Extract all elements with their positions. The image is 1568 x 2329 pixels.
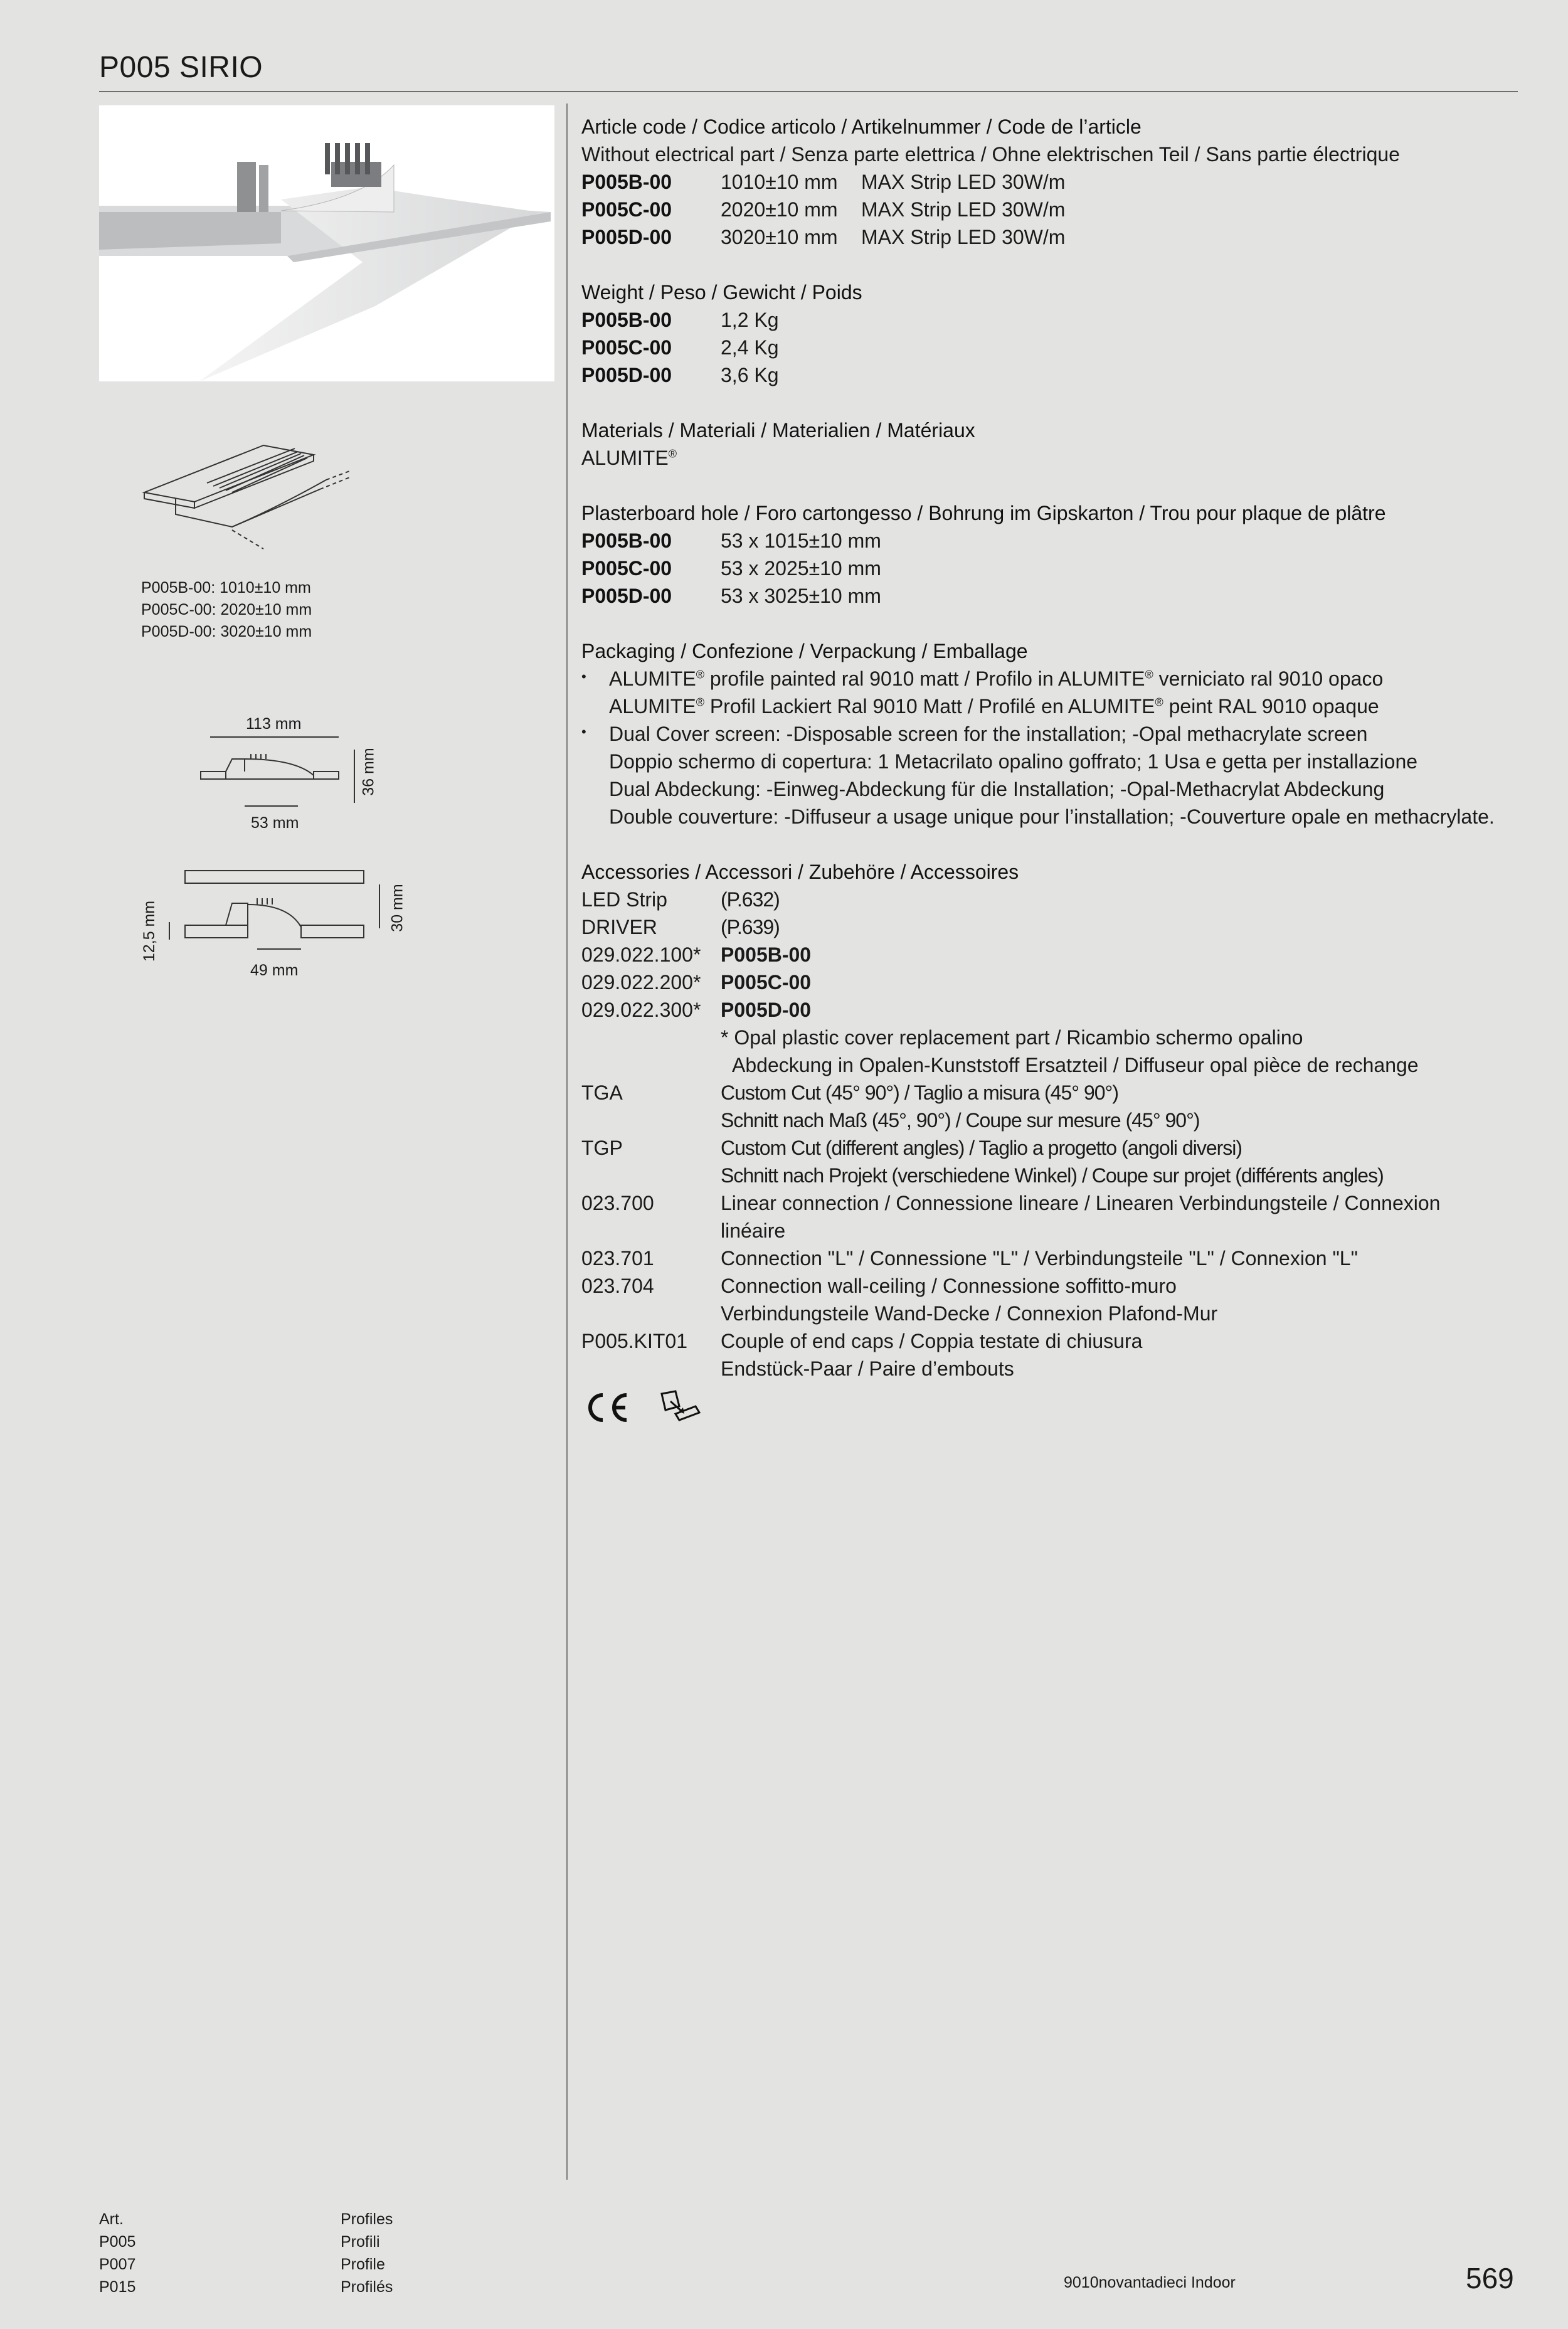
text-run: ALUMITE bbox=[609, 667, 696, 690]
material-name: ALUMITE bbox=[581, 447, 669, 469]
dim-height-right: 30 mm bbox=[388, 884, 406, 932]
bullet-icon: • bbox=[581, 724, 586, 740]
weight-row bbox=[581, 334, 1510, 361]
article-note: MAX Strip LED 30W/m bbox=[861, 198, 1066, 221]
footer-articles bbox=[99, 2208, 135, 2298]
ce-mark-icon bbox=[581, 1389, 632, 1426]
page-number: 569 bbox=[1466, 2262, 1514, 2295]
accessory-row bbox=[581, 1327, 1510, 1355]
article-length: 1010±10 mm bbox=[721, 171, 838, 193]
article-code: P005B-00 bbox=[581, 171, 672, 193]
article-length: 2020±10 mm bbox=[721, 198, 838, 221]
plasterboard-value: 53 x 1015±10 mm bbox=[721, 529, 881, 552]
packaging-line bbox=[609, 692, 1383, 720]
accessory-value: (P.632) bbox=[721, 888, 780, 911]
accessory-row bbox=[581, 968, 1510, 996]
accessory-code: 023.704 bbox=[581, 1275, 654, 1297]
article-section bbox=[581, 113, 1510, 251]
accessory-value: (P.639) bbox=[721, 916, 780, 938]
footer-line: P015 bbox=[99, 2278, 136, 2296]
accessory-value: P005D-00 bbox=[721, 999, 812, 1021]
text-run: verniciato ral 9010 opaco bbox=[1153, 667, 1384, 690]
accessory-code: TGP bbox=[581, 1137, 623, 1159]
accessory-value: Connection "L" / Connessione "L" / Verbindungsteile "L" / Connexion "L" bbox=[721, 1247, 1358, 1270]
accessory-value: Schnitt nach Maß (45°, 90°) / Coupe sur mesure (45° 90°) bbox=[721, 1109, 1200, 1132]
spec-column bbox=[581, 113, 1510, 1454]
article-code: P005D-00 bbox=[581, 226, 672, 248]
footer-category bbox=[341, 2208, 393, 2298]
plasterboard-heading: Plasterboard hole / Foro cartongesso / Bohrung im Gipskarton / Trou pour plaque de plâtre bbox=[581, 502, 1386, 524]
footer-line: P005 bbox=[99, 2233, 136, 2251]
length-caption bbox=[141, 577, 312, 643]
materials-value bbox=[581, 444, 1510, 472]
accessory-code: DRIVER bbox=[581, 916, 657, 938]
weight-value: 3,6 Kg bbox=[721, 364, 779, 386]
accessory-row bbox=[581, 941, 1510, 968]
cross-section-drawing bbox=[188, 734, 364, 815]
accessory-code: LED Strip bbox=[581, 888, 667, 911]
dim-height: 36 mm bbox=[359, 748, 378, 796]
footer-brand: 9010novantadieci Indoor bbox=[1064, 2274, 1236, 2291]
title-divider bbox=[99, 91, 1518, 92]
weight-row bbox=[581, 306, 1510, 334]
registered-mark: ® bbox=[696, 696, 704, 709]
article-row bbox=[581, 168, 1510, 196]
accessory-value: Endstück-Paar / Paire d’embouts bbox=[721, 1357, 1014, 1380]
accessory-value: Linear connection / Connessione lineare / Linearen Verbindungsteile / Connexion linéaire bbox=[721, 1192, 1441, 1242]
packaging-heading: Packaging / Confezione / Verpackung / Emballage bbox=[581, 640, 1028, 662]
product-photo bbox=[99, 105, 554, 381]
accessory-code: 023.701 bbox=[581, 1247, 654, 1270]
dim-height-left: 12,5 mm bbox=[140, 900, 159, 962]
accessory-value: P005C-00 bbox=[721, 971, 812, 994]
weight-section bbox=[581, 279, 1510, 389]
accessory-value: Connection wall-ceiling / Connessione soffitto-muro bbox=[721, 1275, 1177, 1297]
plasterboard-row bbox=[581, 527, 1510, 554]
accessory-row bbox=[581, 886, 1510, 913]
caption-line: P005C-00: 2020±10 mm bbox=[141, 601, 312, 618]
bullet-icon: • bbox=[581, 669, 586, 684]
accessory-code: P005.KIT01 bbox=[581, 1330, 687, 1352]
packaging-line bbox=[609, 665, 1383, 692]
accessory-row bbox=[581, 1189, 1510, 1244]
weight-row bbox=[581, 361, 1510, 389]
weight-code: P005C-00 bbox=[581, 336, 672, 359]
dim-width-bottom-2: 49 mm bbox=[250, 962, 299, 979]
footer-line: Profiles bbox=[341, 2210, 393, 2228]
packaging-line: Dual Abdeckung: -Einweg-Abdeckung für die Installation; -Opal-Methacrylat Abdeckung bbox=[609, 778, 1385, 800]
accessory-value: Custom Cut (different angles) / Taglio a progetto (angoli diversi) bbox=[721, 1137, 1242, 1159]
plasterboard-code: P005D-00 bbox=[581, 585, 672, 607]
accessory-code: 029.022.200* bbox=[581, 971, 701, 994]
article-length: 3020±10 mm bbox=[721, 226, 838, 248]
packaging-line: Doppio schermo di copertura: 1 Metacrilato opalino goffrato; 1 Usa e getta per installazione bbox=[609, 750, 1418, 773]
weight-value: 2,4 Kg bbox=[721, 336, 779, 359]
text-run: ALUMITE bbox=[609, 695, 696, 718]
footer-line: Profilés bbox=[341, 2278, 393, 2296]
plasterboard-value: 53 x 3025±10 mm bbox=[721, 585, 881, 607]
profile-isometric-drawing bbox=[138, 433, 364, 558]
accessory-value: Schnitt nach Projekt (verschiedene Winkel) / Coupe sur projet (différents angles) bbox=[721, 1164, 1384, 1187]
packaging-line: Double couverture: -Diffuseur a usage unique pour l’installation; -Couverture opale en methacrylate. bbox=[609, 805, 1495, 828]
accessory-row bbox=[581, 996, 1510, 1024]
article-row bbox=[581, 196, 1510, 223]
registered-mark: ® bbox=[696, 668, 704, 681]
weight-code: P005D-00 bbox=[581, 364, 672, 386]
accessory-value: Verbindungsteile Wand-Decke / Connexion Plafond-Mur bbox=[721, 1302, 1218, 1325]
weight-heading: Weight / Peso / Gewicht / Poids bbox=[581, 281, 862, 304]
accessory-row bbox=[581, 1134, 1510, 1162]
caption-line: P005D-00: 3020±10 mm bbox=[141, 623, 312, 640]
caption-line: P005B-00: 1010±10 mm bbox=[141, 579, 311, 597]
column-divider bbox=[566, 103, 568, 2180]
weight-value: 1,2 Kg bbox=[721, 309, 779, 331]
footer-line: Art. bbox=[99, 2210, 124, 2228]
registered-mark: ® bbox=[1155, 696, 1163, 709]
article-note: MAX Strip LED 30W/m bbox=[861, 226, 1066, 248]
certifications bbox=[581, 1389, 1510, 1426]
text-run: Profil Lackiert Ral 9010 Matt / Profilé en ALUMITE bbox=[704, 695, 1155, 718]
article-subheading: Without electrical part / Senza parte elettrica / Ohne elektrischen Teil / Sans partie électrique bbox=[581, 143, 1400, 166]
packaging-item bbox=[581, 720, 1510, 830]
accessory-row bbox=[581, 913, 1510, 941]
article-note: MAX Strip LED 30W/m bbox=[861, 171, 1066, 193]
accessory-note: Abdeckung in Opalen-Kunststoff Ersatzteil / Diffuseur opal pièce de rechange bbox=[732, 1054, 1419, 1076]
materials-heading: Materials / Materiali / Materialien / Matériaux bbox=[581, 419, 975, 442]
accessory-row bbox=[581, 1079, 1510, 1106]
text-run: peint RAL 9010 opaque bbox=[1163, 695, 1379, 718]
packaging-item bbox=[581, 665, 1510, 720]
accessory-value: Couple of end caps / Coppia testate di chiusura bbox=[721, 1330, 1143, 1352]
accessory-code: 029.022.300* bbox=[581, 999, 701, 1021]
packaging-line: Dual Cover screen: -Disposable screen for the installation; -Opal methacrylate screen bbox=[609, 723, 1368, 745]
article-row bbox=[581, 223, 1510, 251]
dim-width-top: 113 mm bbox=[246, 715, 302, 733]
plasterboard-row bbox=[581, 582, 1510, 610]
plasterboard-row bbox=[581, 554, 1510, 582]
plasterboard-code: P005C-00 bbox=[581, 557, 672, 580]
materials-section bbox=[581, 416, 1510, 472]
packaging-section bbox=[581, 637, 1510, 830]
footer-line: Profile bbox=[341, 2256, 385, 2273]
article-heading: Article code / Codice articolo / Artikelnummer / Code de l’article bbox=[581, 115, 1142, 138]
accessory-value: P005B-00 bbox=[721, 943, 812, 966]
accessory-code: TGA bbox=[581, 1081, 623, 1104]
accessory-row bbox=[581, 1272, 1510, 1300]
accessory-row bbox=[581, 1244, 1510, 1272]
accessory-code: 023.700 bbox=[581, 1192, 654, 1214]
accessory-code: 029.022.100* bbox=[581, 943, 701, 966]
registered-mark: ® bbox=[668, 447, 677, 460]
article-code: P005C-00 bbox=[581, 198, 672, 221]
registered-mark: ® bbox=[1145, 668, 1153, 681]
dim-width-bottom: 53 mm bbox=[251, 814, 299, 832]
accessories-section bbox=[581, 858, 1510, 1426]
plasterboard-code: P005B-00 bbox=[581, 529, 672, 552]
page-title: P005 SIRIO bbox=[99, 51, 263, 84]
weight-code: P005B-00 bbox=[581, 309, 672, 331]
footer-line: P007 bbox=[99, 2256, 136, 2273]
plasterboard-value: 53 x 2025±10 mm bbox=[721, 557, 881, 580]
furniture-mount-icon bbox=[657, 1389, 707, 1426]
plasterboard-section bbox=[581, 499, 1510, 610]
accessory-note: * Opal plastic cover replacement part / Ricambio schermo opalino bbox=[721, 1026, 1303, 1049]
text-run: profile painted ral 9010 matt / Profilo in ALUMITE bbox=[704, 667, 1145, 690]
footer-line: Profili bbox=[341, 2233, 380, 2251]
cross-section-drawing-installed bbox=[163, 866, 408, 972]
accessory-value: Custom Cut (45° 90°) / Taglio a misura (45° 90°) bbox=[721, 1081, 1118, 1104]
accessories-heading: Accessories / Accessori / Zubehöre / Accessoires bbox=[581, 861, 1019, 883]
